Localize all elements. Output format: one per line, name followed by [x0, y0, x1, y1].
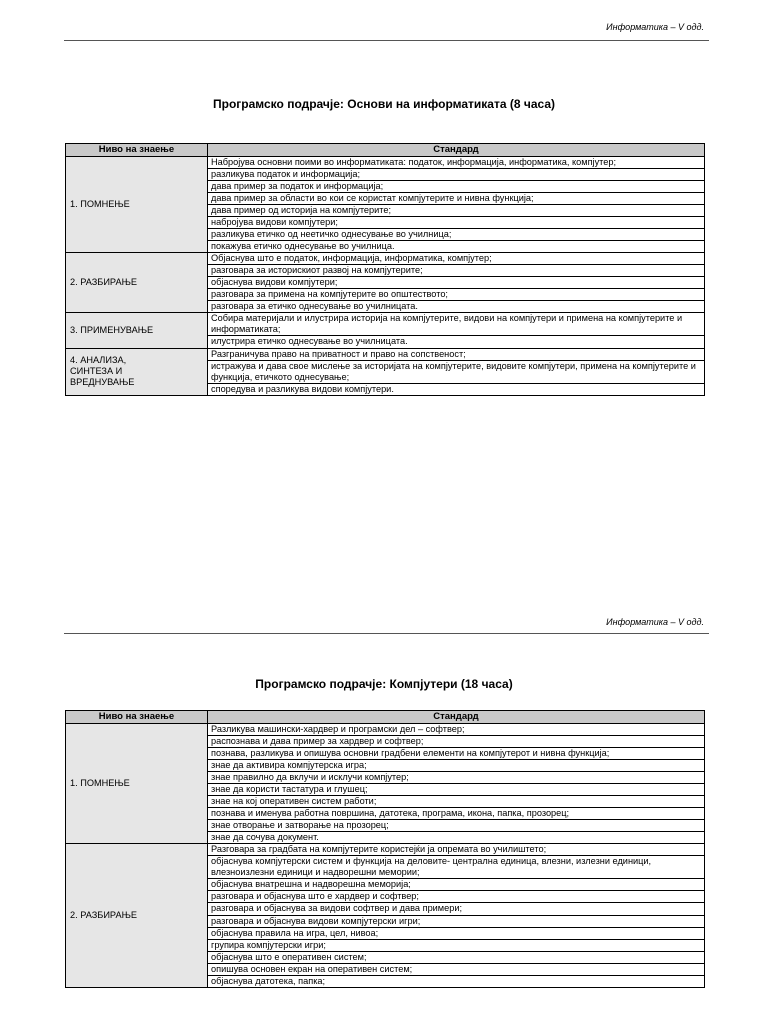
standard-item: разговара и објаснува за видови софтвер и дава примери; [208, 903, 705, 915]
standard-item: опишува основен екран на оперативен систем; [208, 963, 705, 975]
knowledge-level-cell [66, 348, 208, 395]
knowledge-level-cell [66, 313, 208, 348]
standard-item: распознава и дава пример за хардвер и софтвер; [208, 736, 705, 748]
standard-item: Разликува машински-хардвер и програмски дел – софтвер; [208, 724, 705, 736]
standard-item: знае отворање и затворање на прозорец; [208, 820, 705, 832]
standard-item: знае на кој оперативен систем работи; [208, 796, 705, 808]
standard-item: разликува податок и информација; [208, 169, 705, 181]
standard-item: илустрира етичко однесување во училницата. [208, 336, 705, 348]
column-header-level: Ниво на знаење [66, 711, 208, 724]
standard-item: знае правилно да вклучи и исклучи компјутер; [208, 772, 705, 784]
section-title: Програмско подрачје: Компјутери (18 часа) [255, 677, 513, 691]
standard-item: познава, разликува и опишува основни градбени елементи на компјутерот и нивна функција; [208, 748, 705, 760]
column-header-standard: Стандард [208, 711, 705, 724]
running-header: Информатика – V одд. [606, 22, 704, 32]
standards-table [65, 710, 705, 988]
table-header-row [66, 711, 705, 724]
table-row [66, 313, 705, 336]
standard-item: знае да активира компјутерска игра; [208, 760, 705, 772]
standard-item: разговара за историскиот развој на компјутерите; [208, 265, 705, 277]
table-row [66, 157, 705, 169]
standard-item: Разграничува право на приватност и право на сопственост; [208, 348, 705, 360]
table-row [66, 724, 705, 736]
standard-item: познава и именува работна површина, датотека, програма, икона, папка, прозорец; [208, 808, 705, 820]
standard-item: групира компјутерски игри; [208, 939, 705, 951]
running-header: Информатика – V одд. [606, 617, 704, 627]
knowledge-level-cell [66, 844, 208, 987]
knowledge-level-label: 2. РАЗБИРАЊЕ [70, 277, 137, 288]
standard-item: Собира материјали и илустрира историја на компјутерите, видови на компјутери и примена на компјутерите и информатиката; [208, 313, 705, 336]
knowledge-level-label: 1. ПОМНЕЊЕ [70, 199, 130, 210]
table-row [66, 253, 705, 265]
table-header-row [66, 144, 705, 157]
column-header-standard: Стандард [208, 144, 705, 157]
standard-item: разговара за етичко однесување во училницата. [208, 301, 705, 313]
header-rule [64, 633, 709, 634]
table-row [66, 844, 705, 856]
standard-item: Објаснува што е податок, информација, информатика, компјутер; [208, 253, 705, 265]
knowledge-level-cell [66, 157, 208, 253]
knowledge-level-label: 4. АНАЛИЗА, СИНТЕЗА И ВРЕДНУВАЊЕ [70, 355, 135, 388]
standard-item: објаснува датотека, папка; [208, 975, 705, 987]
knowledge-level-label: 1. ПОМНЕЊЕ [70, 778, 130, 789]
standard-item: дава пример за податок и информација; [208, 181, 705, 193]
standard-item: покажува етичко однесување во училница. [208, 241, 705, 253]
standard-item: дава пример од историја на компјутерите; [208, 205, 705, 217]
knowledge-level-label: 3. ПРИМЕНУВАЊЕ [70, 324, 154, 335]
standards-table [65, 143, 705, 396]
standard-item: знае да сочува документ. [208, 832, 705, 844]
standard-item: разговара и објаснува видови компјутерски игри; [208, 915, 705, 927]
table-row [66, 348, 705, 360]
standard-item: истражува и дава свое мислење за историјата на компјутерите, видовите компјутери, примена на компјутерите и функција, етичкото однесување; [208, 360, 705, 383]
column-header-level: Ниво на знаење [66, 144, 208, 157]
standard-item: набројува видови компјутери; [208, 217, 705, 229]
standard-item: објаснува внатрешна и надворешна меморија; [208, 879, 705, 891]
standard-item: разговара и објаснува што е хардвер и софтвер; [208, 891, 705, 903]
knowledge-level-label: 2. РАЗБИРАЊЕ [70, 909, 137, 920]
standard-item: знае да користи тастатура и глушец; [208, 784, 705, 796]
standard-item: разговара за примена на компјутерите во општеството; [208, 289, 705, 301]
standard-item: разликува етичко од неетичко однесување во училница; [208, 229, 705, 241]
standard-item: објаснува што е оперативен систем; [208, 951, 705, 963]
standard-item: дава пример за области во кои се користат компјутерите и нивна функција; [208, 193, 705, 205]
knowledge-level-cell [66, 724, 208, 844]
header-rule [64, 40, 709, 41]
section-title: Програмско подрачје: Основи на информатиката (8 часа) [213, 97, 555, 111]
standard-item: објаснува видови компјутери; [208, 277, 705, 289]
knowledge-level-cell [66, 253, 208, 313]
standard-item: Набројува основни поими во информатиката: податок, информација, информатика, компјутер; [208, 157, 705, 169]
standard-item: објаснува правила на игра, цел, нивоа; [208, 927, 705, 939]
standard-item: Разговара за градбата на компјутерите користејќи ја опремата во училиштето; [208, 844, 705, 856]
standard-item: споредува и разликува видови компјутери. [208, 383, 705, 395]
standard-item: објаснува компјутерски систем и функција на деловите- централна единица, влезни, излезни единици, влезноизлезни единици и надворешни мемории; [208, 856, 705, 879]
